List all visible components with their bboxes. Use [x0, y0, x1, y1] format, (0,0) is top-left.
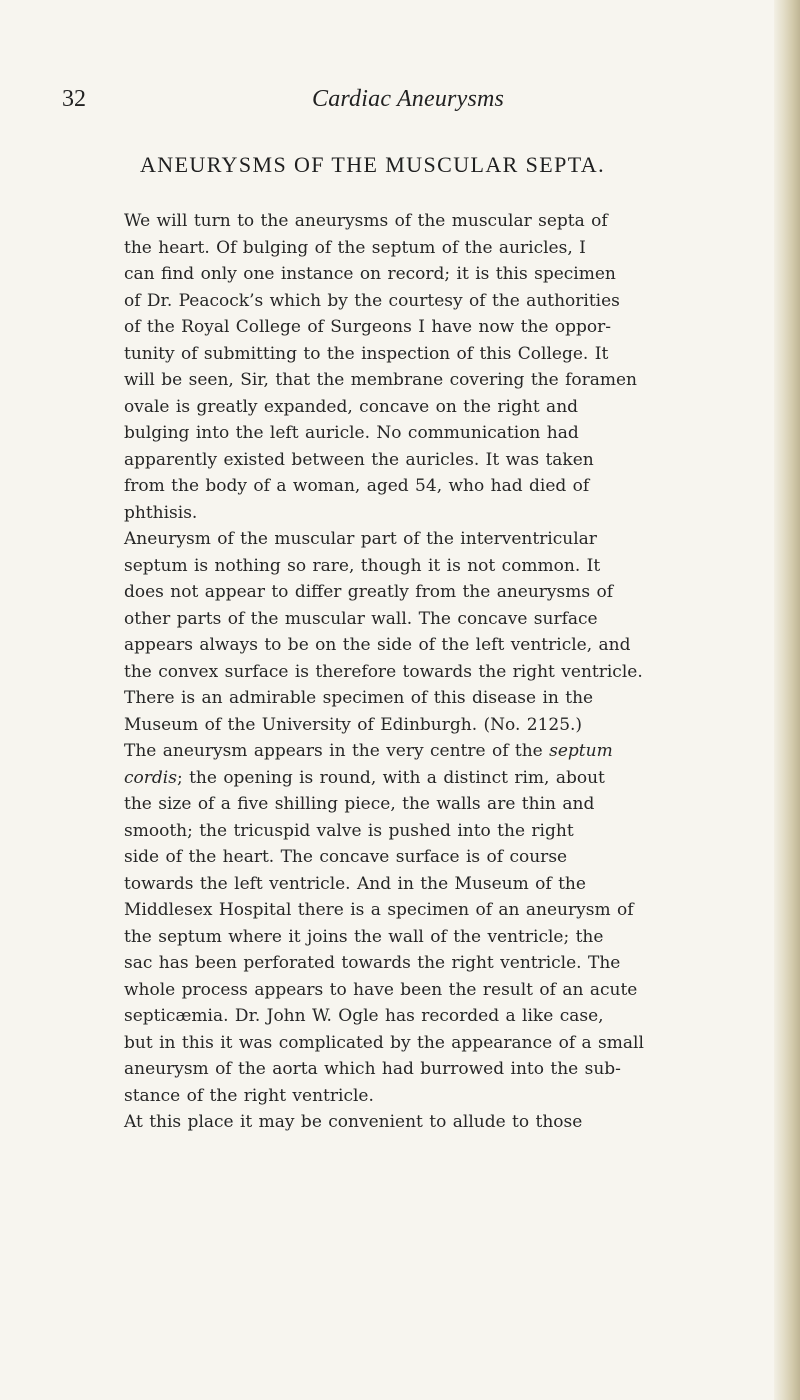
text-fragment: The aneurysm appears in the very centre of the: [124, 741, 550, 761]
text-line: aneurysm of the aorta which had burrowed into the sub-: [124, 1059, 621, 1079]
text-line: stance of the right ventricle.: [124, 1085, 374, 1106]
text-line: the size of a five shilling piece, the walls are thin and: [124, 794, 595, 814]
text-line: phthisis.: [124, 502, 198, 523]
section-title: ANEURYSMS OF THE MUSCULAR SEPTA.: [140, 152, 605, 177]
page-header: [62, 82, 752, 116]
text-line-with-italic: [106, 765, 766, 792]
paragraph-2: [106, 526, 766, 1109]
text-line: Aneurysm of the muscular part of the interventricular: [124, 529, 597, 549]
text-line: of Dr. Peacock’s which by the courtesy of the authorities: [124, 290, 620, 311]
paragraph-1: [106, 208, 766, 526]
text-line: septicæmia. Dr. John W. Ogle has recorded a like case,: [124, 1006, 604, 1026]
text-line: smooth; the tricuspid valve is pushed into the right: [124, 820, 574, 841]
body-text: [106, 208, 766, 1136]
text-line: the convex surface is therefore towards the right ventricle.: [124, 661, 643, 682]
text-line: the septum where it joins the wall of the ventricle; the: [124, 926, 604, 947]
text-line: appears always to be on the side of the left ventricle, and: [124, 635, 631, 655]
text-line: from the body of a woman, aged 54, who had died of: [124, 476, 590, 496]
text-line: but in this it was complicated by the appearance of a small: [124, 1032, 644, 1053]
text-line: does not appear to differ greatly from the aneurysms of: [124, 582, 614, 602]
text-line: sac has been perforated towards the right ventricle. The: [124, 953, 621, 973]
text-line: whole process appears to have been the result of an acute: [124, 979, 638, 1000]
text-fragment: ; the opening is round, with a distinct rim, about: [176, 767, 605, 788]
page-edge-shadow: [774, 0, 800, 1400]
text-line: can find only one instance on record; it is this specimen: [124, 264, 616, 284]
running-head: Cardiac Aneurysms: [312, 86, 505, 112]
text-line: apparently existed between the auricles. It was taken: [124, 449, 594, 470]
text-line: septum is nothing so rare, though it is not common. It: [124, 555, 601, 576]
italic-term: cordis: [124, 767, 177, 788]
text-line: will be seen, Sir, that the membrane covering the foramen: [124, 370, 637, 390]
italic-term: septum: [549, 741, 613, 761]
text-line: of the Royal College of Surgeons I have now the oppor-: [124, 317, 611, 337]
paragraph-3: [106, 1109, 766, 1136]
text-line-with-italic: [106, 738, 766, 765]
text-line: At this place it may be convenient to allude to those: [124, 1112, 583, 1132]
text-line: Museum of the University of Edinburgh. (No. 2125.): [124, 714, 583, 735]
text-line: There is an admirable specimen of this disease in the: [124, 688, 594, 708]
text-line: other parts of the muscular wall. The concave surface: [124, 608, 598, 629]
text-line: bulging into the left auricle. No communication had: [124, 423, 579, 443]
text-line: We will turn to the aneurysms of the muscular septa of: [124, 211, 608, 231]
text-line: tunity of submitting to the inspection of this College. It: [124, 343, 609, 364]
page-number: 32: [62, 86, 86, 112]
text-line: ovale is greatly expanded, concave on the right and: [124, 396, 579, 417]
text-line: side of the heart. The concave surface is of course: [124, 847, 568, 867]
text-line: the heart. Of bulging of the septum of the auricles, I: [124, 237, 586, 258]
text-line: Middlesex Hospital there is a specimen of an aneurysm of: [124, 900, 634, 920]
text-line: towards the left ventricle. And in the Museum of the: [124, 873, 586, 894]
